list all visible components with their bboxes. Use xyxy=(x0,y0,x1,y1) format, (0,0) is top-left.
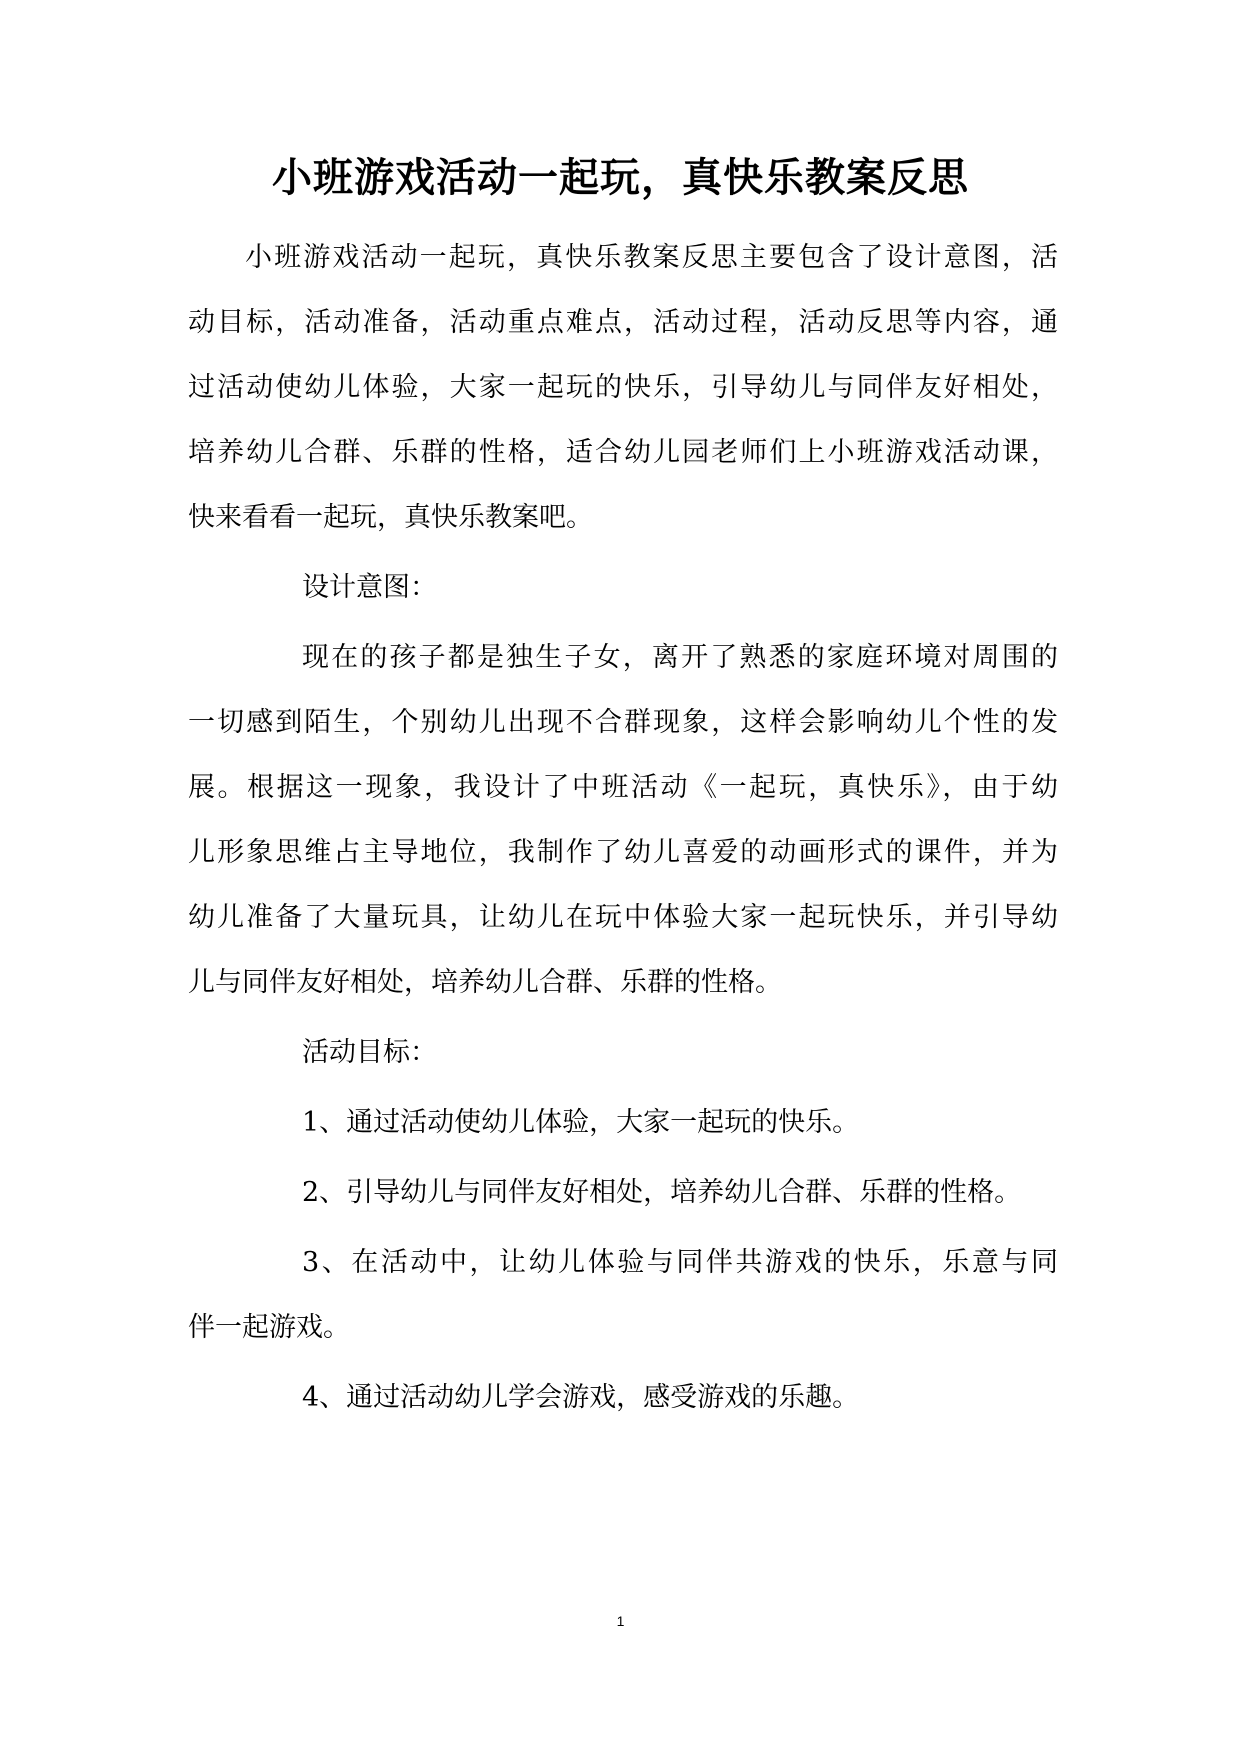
paragraph-line: 快来看看一起玩，真快乐教案吧。 xyxy=(188,502,593,533)
paragraph-line: 幼儿准备了大量玩具，让幼儿在玩中体验大家一起玩快乐，并引导幼 xyxy=(188,902,1058,933)
paragraph-line: 一切感到陌生，个别幼儿出现不合群现象，这样会影响幼儿个性的发 xyxy=(188,707,1058,738)
paragraph-line: 儿与同伴友好相处，培养幼儿合群、乐群的性格。 xyxy=(188,967,782,998)
paragraph-line: 过活动使幼儿体验，大家一起玩的快乐，引导幼儿与同伴友好相处， xyxy=(188,372,1058,403)
goal-item-2: 2、引导幼儿与同伴友好相处，培养幼儿合群、乐群的性格。 xyxy=(302,1177,1022,1208)
paragraph-line: 儿形象思维占主导地位，我制作了幼儿喜爱的动画形式的课件，并为 xyxy=(188,837,1058,868)
goal-item-1: 1、通过活动使幼儿体验，大家一起玩的快乐。 xyxy=(302,1107,860,1138)
page-number: 1 xyxy=(616,1613,625,1629)
paragraph-line: 现在的孩子都是独生子女，离开了熟悉的家庭环境对周围的 xyxy=(302,642,1058,673)
goal-item-3: 3、在活动中，让幼儿体验与同伴共游戏的快乐，乐意与同 xyxy=(302,1247,1058,1278)
paragraph-line: 培养幼儿合群、乐群的性格，适合幼儿园老师们上小班游戏活动课， xyxy=(188,437,1058,468)
goal-item-3-continued: 伴一起游戏。 xyxy=(188,1312,350,1343)
document-title: 小班游戏活动一起玩，真快乐教案反思 xyxy=(272,154,969,201)
goal-item-4: 4、通过活动幼儿学会游戏，感受游戏的乐趣。 xyxy=(302,1382,860,1413)
section-heading-activity-goals: 活动目标： xyxy=(302,1037,437,1068)
paragraph-line: 小班游戏活动一起玩，真快乐教案反思主要包含了设计意图，活 xyxy=(245,242,1058,273)
section-heading-design-intent: 设计意图： xyxy=(302,572,437,603)
paragraph-line: 动目标，活动准备，活动重点难点，活动过程，活动反思等内容，通 xyxy=(188,307,1058,338)
paragraph-line: 展。根据这一现象，我设计了中班活动《一起玩，真快乐》，由于幼 xyxy=(188,772,1058,803)
